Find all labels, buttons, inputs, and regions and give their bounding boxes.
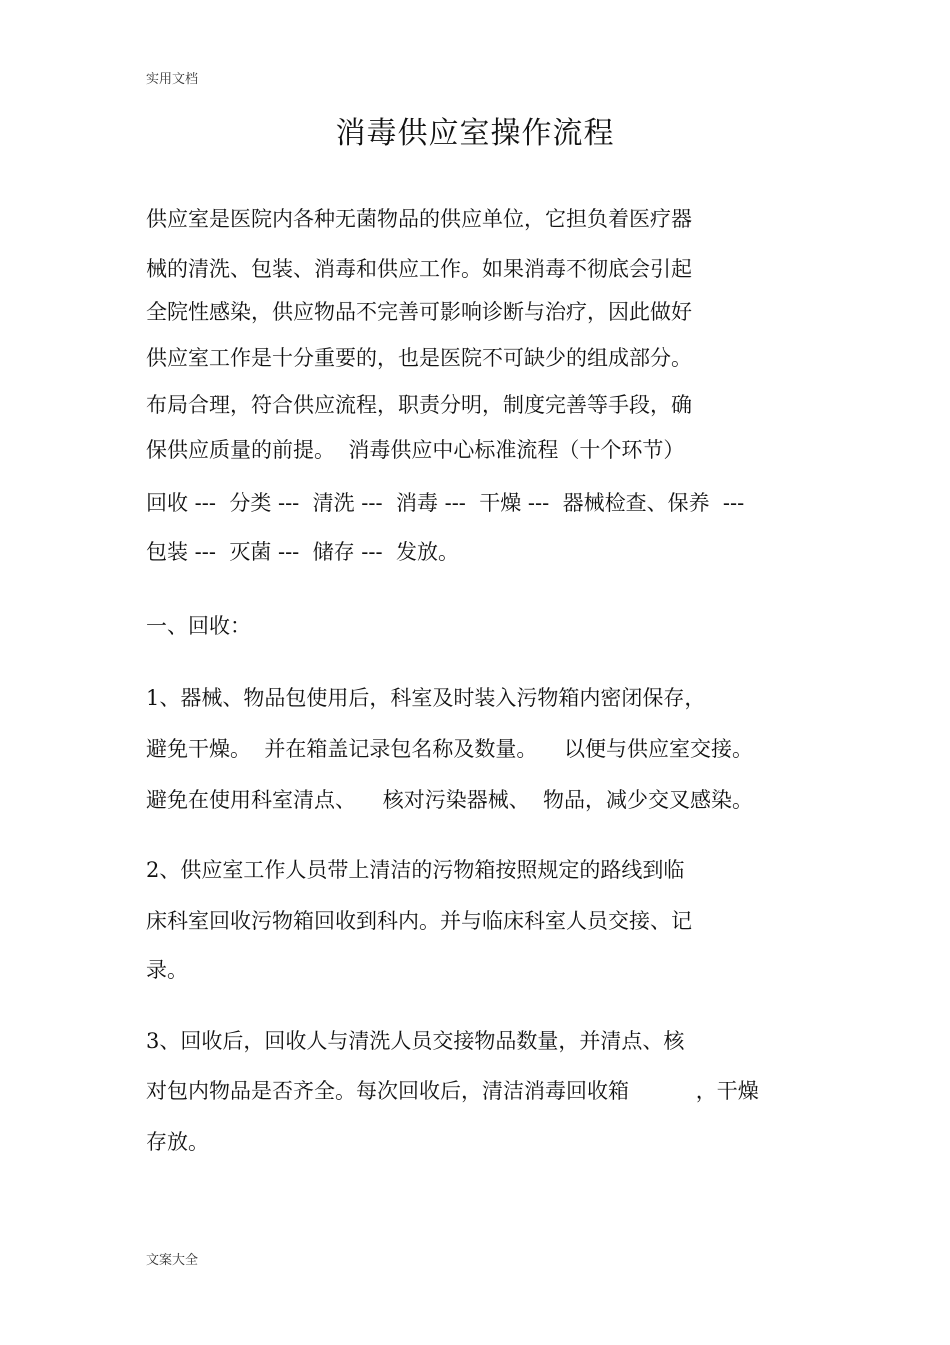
intro-line: 供应室是医院内各种无菌物品的供应单位，它担负着医疗器 bbox=[146, 207, 692, 231]
item3-line: 3、回收后，回收人与清洗人员交接物品数量，并清点、核 bbox=[146, 1029, 685, 1053]
section-heading: 一、回收： bbox=[146, 614, 251, 638]
item3-line: 对包内物品是否齐全。每次回收后，清洁消毒回收箱 ，干燥 bbox=[146, 1079, 759, 1103]
flow-line: 回收 --- 分类 --- 清洗 --- 消毒 --- 干燥 --- 器械检查、保养 --- bbox=[146, 491, 745, 515]
document-title: 消毒供应室操作流程 bbox=[335, 116, 615, 151]
item1-line: 避免在使用科室清点、 核对污染器械、 物品，减少交叉感染。 bbox=[146, 788, 754, 812]
intro-line: 供应室工作是十分重要的，也是医院不可缺少的组成部分。 bbox=[146, 346, 692, 370]
flow-line: 包装 --- 灭菌 --- 储存 --- 发放。 bbox=[146, 540, 459, 564]
item1-line: 1、器械、物品包使用后，科室及时装入污物箱内密闭保存， bbox=[146, 686, 706, 710]
item1-line: 避免干燥。 并在箱盖记录包名称及数量。 以便与供应室交接。 bbox=[146, 737, 754, 761]
intro-line: 布局合理，符合供应流程，职责分明，制度完善等手段，确 bbox=[146, 393, 692, 417]
intro-line: 全院性感染，供应物品不完善可影响诊断与治疗，因此做好 bbox=[146, 300, 692, 324]
item2-line: 床科室回收污物箱回收到科内。并与临床科室人员交接、记 bbox=[146, 909, 692, 933]
item2-line: 2、供应室工作人员带上清洁的污物箱按照规定的路线到临 bbox=[146, 858, 685, 882]
page-footer-note: 文案大全 bbox=[146, 1253, 199, 1268]
page-header-note: 实用文档 bbox=[146, 72, 199, 87]
intro-line: 保供应质量的前提。 消毒供应中心标准流程（十个环节） bbox=[146, 438, 685, 462]
intro-line: 械的清洗、包装、消毒和供应工作。如果消毒不彻底会引起 bbox=[146, 257, 692, 281]
item3-line: 存放。 bbox=[146, 1130, 209, 1154]
item2-line: 录。 bbox=[146, 958, 188, 982]
